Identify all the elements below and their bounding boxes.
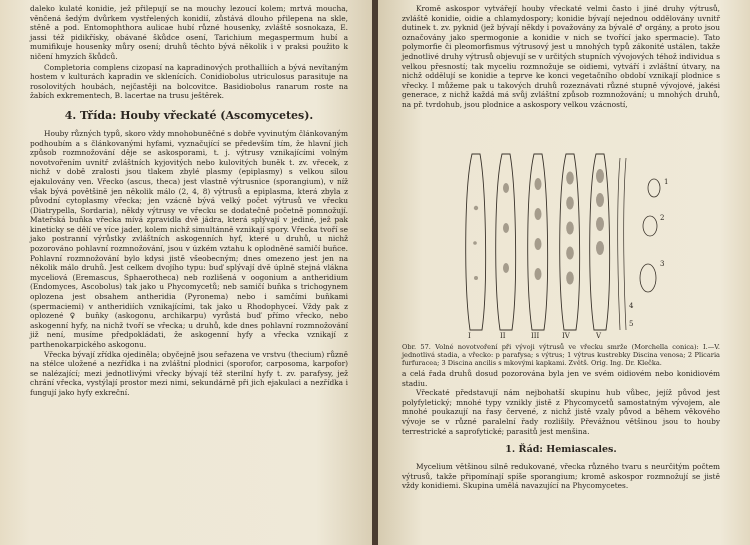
- ascus-II: [496, 154, 516, 330]
- figure-label-4: 4: [629, 302, 634, 310]
- paragraph-mid: a celá řada druhů dosud pozorována byla jen ve svém oidiovém nebo konidiovém stadiu.: [402, 369, 720, 388]
- right-page: [378, 0, 750, 545]
- paragraph-bottom: Mycelium většinou silně redukované, vřecka různého tvaru s neurčitým počtem výtrusů, takže připomínají spíše sporangium; kromě askospor rozmnožují se jistě vždy konidiemi. Skupina umělá navazující na Phycomycetes.: [402, 462, 720, 491]
- figure-letter-I: I: [468, 332, 471, 338]
- figure-label-3: 3: [660, 260, 665, 268]
- paragraph-main: Houby různých typů, skoro vždy mnohobuněčné s dobře vyvinutým článkovaným podhoubím a s článkovanými hyfami, vyznačující se především tím, že hlavní jich způsob rozmnožování děje se askosporami, t. j. výtrusy vznikajícími volným novotvořením uvnitř zvláštních kyjovitých nebo kulovitých buněk t. zv. vřecek, z nichž v době zralosti jsou tlakem zbylé plasmy (epiplasmy) s velkou silou ejakulovány ven. Vřecko (ascus, theca) jest vlastně výtrusnice (sporangium), v níž však bývá povětšině jen několik málo (2, 4, 8) výtrusů a epiplasma, která zbyla z původní cytoplasmy vřecka; jen vzácně bývá velký počet výtrusů ve vřecku (Diatrypella, Sordaria), někdy výtrusy ve vřecku se dodatečně početně pomnožují. Mateřská buňka vřecka mívá zpravidla dvě jádra, která splývají v jediné, jež pak kineticky se dělí ve více jader, kolem nichž simultánně vznikají spory. Vřecka tvoří se jako postranní výrůstky zvláštních askogenních hyf, které u druhů, u nichž pozorováno pohlavní rozmnožování, jsou v úzkém vztahu k oplodněné samičí buňce. Pohlavní rozmnožování bylo kdysi jistě všeobecným; dnes omezeno jest jen na několik málo druhů. Jest celkem dvojího typu: buď splývají dvě úplně stejná vlákna myceliová (Eremascus, Sphaerotheca) neb rozlišená v oogonium a antheridium (Endomyces, Ascobolus) tak jako u Phycomycetů; neb samičí buňka s trichogynem oplozena jest obsahem antheridia (Pyronema) nebo i samčími buňkami (spermaciemi) v antheridiích vznikajícími, tak jako u Rhodophyceí. Vždy pak z oplozené ♀ buňky (askogonu, archikarpu) vyrůstá buď přímo vřecko, nebo askogenní hyfy, na nichž tvoří se vřecka; u druhů, kde dnes pohlavní rozmnožování již není, musíme předpokládati, že askogenní hyfy a vřecka vznikají z parthenokarpického askogonu.: [30, 128, 348, 349]
- figure-letter-II: II: [500, 332, 506, 338]
- figure-letter-V: V: [596, 332, 602, 338]
- paragraph-end: Vřecka bývají zřídka ojediněla; obyčejně jsou seřazena ve vrstvu (thecium) různě na stélce uložené a nezřídka i na zvláštní plodnici (sporofor, carposoma, karpofor) se nalézající; mezi jednotlivými vřecky bývají též sterilní hyfy t. zv. parafysy, jež chrání vřecka, vystýlají prostor mezi nimi, sekundárně při jich ejakulaci a nezřídka i fungují jako hyfy exkreční.: [30, 349, 348, 397]
- ascus-illustration: [454, 148, 678, 338]
- left-page: [0, 0, 372, 545]
- figure-caption: Obr. 57. Volné novotvoření při vývoji výtrusů ve vřecku smrže (Morchella conica): I.—V. jednotlivá stadia, a vřecko: p parafysa; s výtrus; 1 výtrus kustrebky Discina venosa; 2 Plicaria furfuracea; 3 Discina ancilis s mkovými kapkami. Zvětš. Orig. Ing. Dr. Klečka.: [402, 343, 720, 368]
- paragraph-completoria: Completoria complens cizopasí na kapradinových prothalliích a bývá nevítaným hostem v kulturách kapradin ve sklenících. Conidiobolus utriculosus parasituje na rosolovitých houbách, nejčastěji na bolcovitce. Basidiobolus ranarum roste na žabích exkrementech, B. lacertae na trusu ještěrek.: [30, 62, 348, 101]
- figure-label-1: 1: [664, 178, 669, 186]
- figure-letter-III: III: [531, 332, 540, 338]
- figure-57: [454, 148, 678, 338]
- paragraph-top: Kromě askospor vytvářejí houby vřeckaté velmi často i jiné druhy výtrusů, zvláště konidie, oidie a chlamydospory; konidie bývají nejednou oddělovány uvnitř dutinek t. zv. pyknid (jež bývají někdy i považovány za bývalé ♂ orgány, a proto jsou označovány jako spermogonie a konidie v nich se tvořící jako spermacie). Tato polymorfie či pleomorfismus výtrusový jest u mnohých typů zákonité ustálen, takže jednotlivé druhy výtrusů objevují se v určitých stupních vývojových téhož individua s velkou přesností; tak myceliu rozmnožuje se oidiemi, vytváří i zvláštní útvary, na nichž oddělují se konidie a teprve ke konci vegetačního období vznikají plodnice s vřecky. I můžeme pak u takových druhů rozeznávati různé stupně vývojové, jakési generace, z nichž každá má svůj zvláštní způsob rozmnožování; u mnohých druhů, na př. tvrdohub, jsou plodnice a askospory velkou vzácností,: [402, 4, 720, 109]
- right-top-column: [402, 4, 720, 110]
- figure-letter-IV: IV: [562, 332, 570, 338]
- figure-label-5: 5: [629, 320, 634, 328]
- order-heading: 1. Řád: Hemiascales.: [505, 444, 617, 456]
- class-heading: 4. Třída: Houby vřeckaté (Ascomycetes).: [64, 108, 314, 122]
- left-text-column: [30, 4, 348, 398]
- paraphysis: [618, 158, 620, 330]
- paragraph-evolution: Vřeckaté představují nám nejbohatší skupinu hub vůbec, jejíž původ jest polyfyletický; mnohé typy vznikly jistě z Phycomycetů samostatným vývojem, ale mnohé poukazují na řasy červené, z nichž jistě vzaly původ a během věkového vývoje se v různé paralelní řady rozlišily. Převážnou většinou jsou to houby terrestrické a saprofytické; parasitů jest menšina.: [402, 388, 720, 436]
- paragraph-top: dalekо kulaté konidie, jež přilepují se na mouchy lezoucí kolem; mrtvá moucha, věnčená šedým dvůrkem vystřelených konidií, zůstává dlouho přilepena na skle, stěně a pod. Entomophthora aulicae hubí různé housenky, zvláště sosnokaza, E. jassi též pidikřísky, obávané škůdce osení, Tarichium megaspermum hubí a mumifikuje housenky můry osení; druhů těchto bývá několik i v praksi použito k ničení hmyzích škůdců.: [30, 4, 348, 61]
- right-bottom-column: [402, 369, 720, 491]
- figure-label-2: 2: [660, 214, 665, 222]
